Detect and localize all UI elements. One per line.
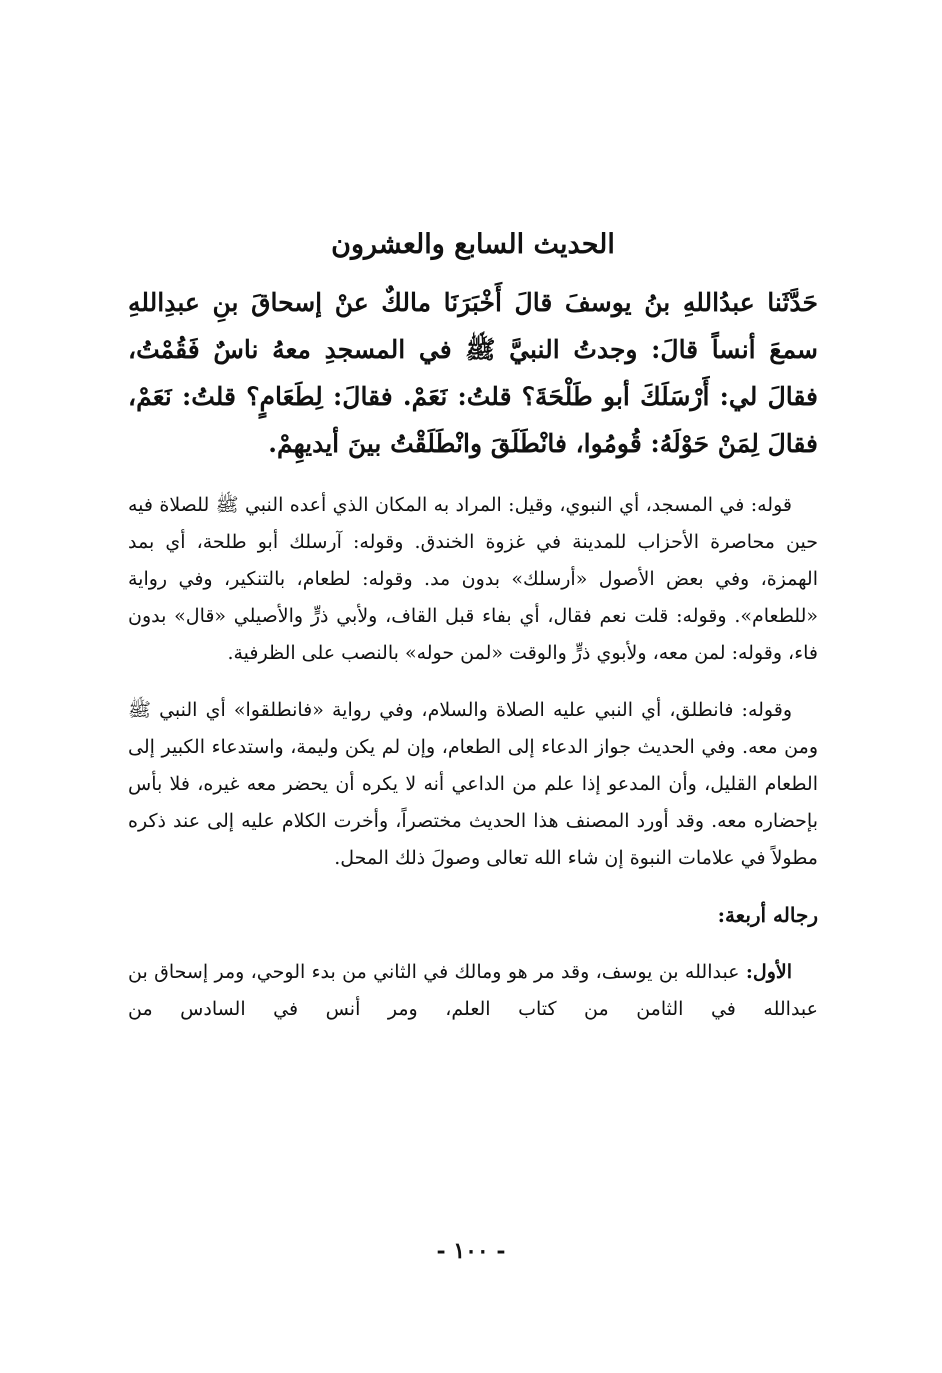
page-number: - ١٠٠ - [436, 1238, 506, 1264]
first-narrator-text: عبدالله بن يوسف، وقد مر هو ومالك في الثاني من بدء الوحي، ومر إسحاق بن عبدالله في الثامن من كتاب العلم، ومر أنس في السادس من [128, 961, 818, 1020]
commentary-paragraph-2: وقوله: فانطلق، أي النبي عليه الصلاة والسلام، وفي رواية «فانطلقوا» أي النبي ﷺ ومن معه. وفي الحديث جواز الدعاء إلى الطعام، وإن لم يكن وليمة، واستدعاء الكبير إلى الطعام القليل، وأن المدعو إذا علم من الداعي أنه لا يكره أن يحضر معه غيره، فلا بأس بإحضاره معه. وقد أورد المصنف هذا الحديث مختصراً، وأخرت الكلام عليه إلى عند ذكره مطولاً في علامات النبوة إن شاء الله تعالى وصولَ ذلك المحل. [128, 699, 818, 869]
narrators-heading: رجاله أربعة: [717, 903, 818, 927]
page-content [128, 225, 818, 1028]
hadith-title: الحديث السابع والعشرون [331, 229, 615, 260]
hadith-text: حَدَّثَنا عبدُاللهِ بنُ يوسفَ قالَ أَخْبَرَنَا مالكٌ عنْ إسحاقَ بنِ عبدِاللهِ سمعَ أنساً قالَ: وجدتُ النبيَّ ﷺ في المسجدِ معهُ ناسٌ فَقُمْتُ، فقالَ لي: أَرْسَلَكَ أبو طَلْحَةَ؟ قلتُ: نَعَمْ. فقالَ: لِطَعَامٍ؟ قلتُ: نَعَمْ، فقالَ لِمَنْ حَوْلَهُ: قُومُوا، فانْطَلَقَ وانْطَلَقْتُ بينَ أيديهِمْ. [128, 288, 818, 458]
first-narrator-paragraph [128, 954, 818, 1028]
commentary-paragraph-1: قوله: في المسجد، أي النبوي، وقيل: المراد به المكان الذي أعده النبي ﷺ للصلاة فيه حين محاصرة الأحزاب للمدينة في غزوة الخندق. وقوله: آرسلك أبو طلحة، أي بمد الهمزة، وفي بعض الأصول «أرسلك» بدون مد. وقوله: لطعام، بالتنكير، وفي رواية «للطعام». وقوله: قلت نعم فقال، أي بفاء قبل القاف، ولأبي ذرٍّ والأصيلي «قال» بدون فاء، وقوله: لمن معه، ولأبوي ذرٍّ والوقت «لمن حوله» بالنصب على الظرفية. [128, 494, 818, 664]
first-narrator-label: الأول: [745, 961, 792, 983]
